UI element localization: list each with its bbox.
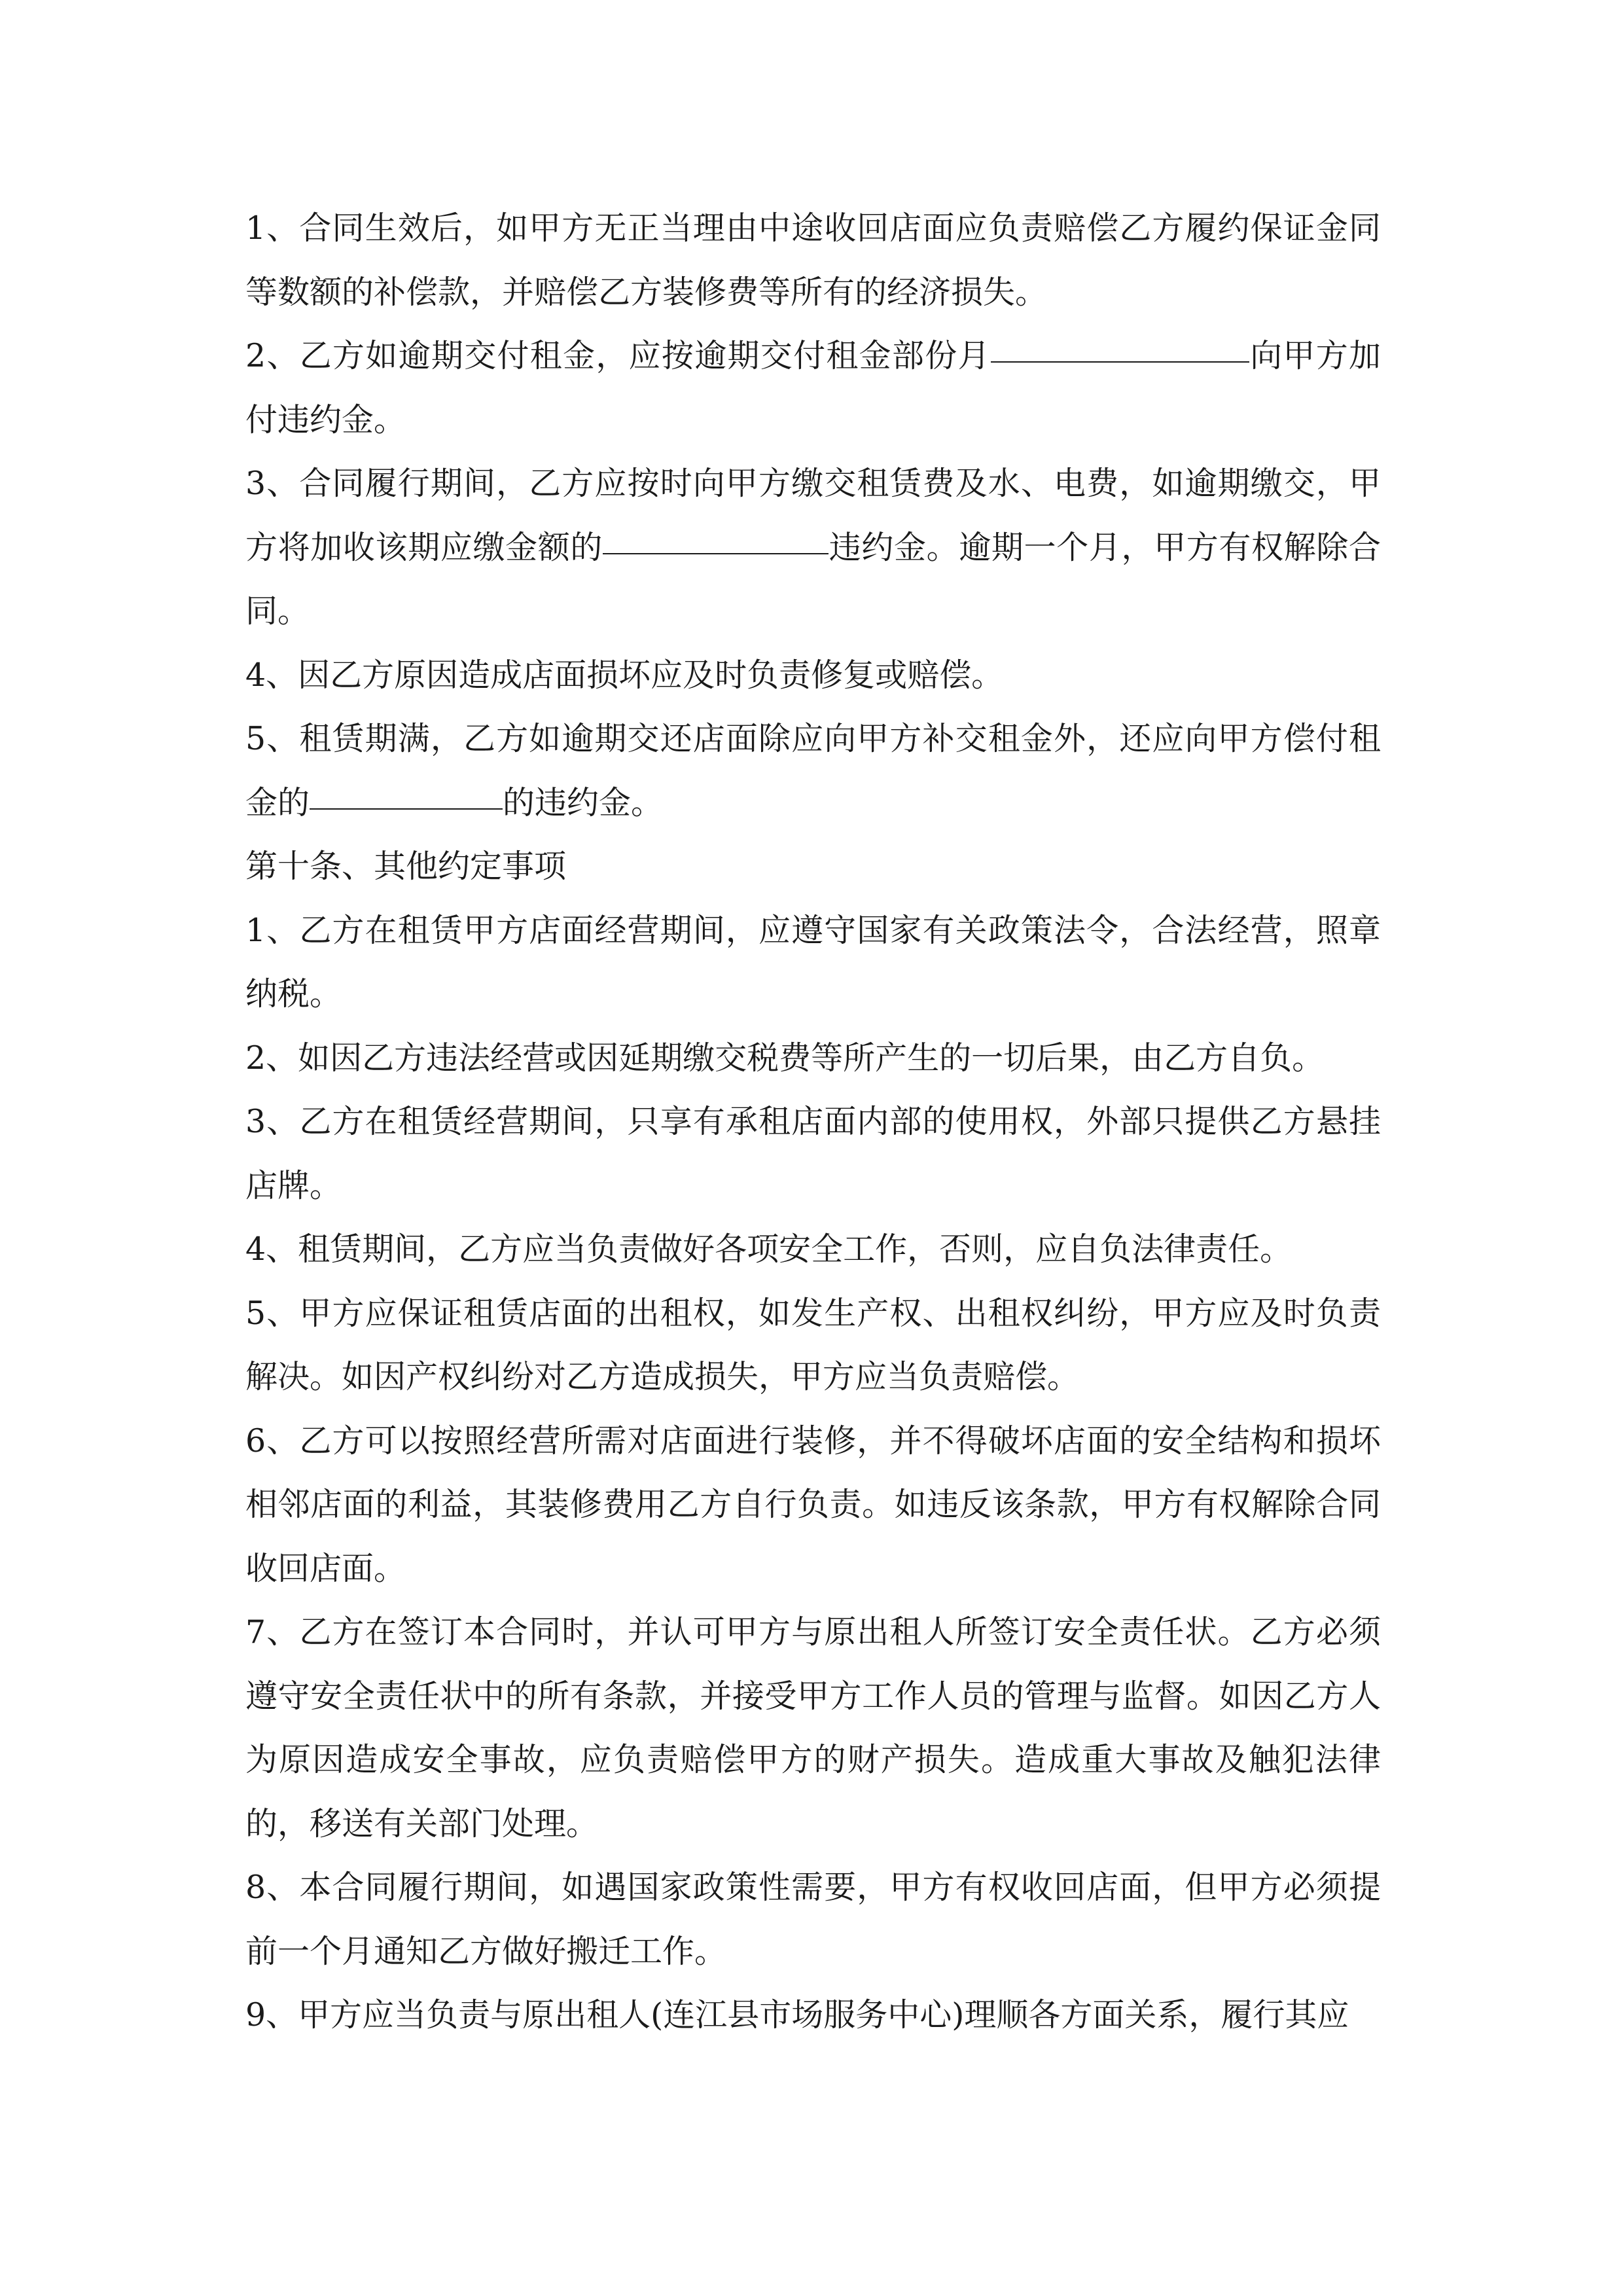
document-page	[245, 196, 1381, 2047]
clause-9-item-5-text: 5、租赁期满，乙方如逾期交还店面除应向甲方补交租金外，还应向甲方偿付租金的	[245, 720, 1381, 821]
fill-in-blank	[603, 519, 829, 554]
clause-10-item: 3、乙方在租赁经营期间，只享有承租店面内部的使用权，外部只提供乙方悬挂店牌。	[245, 1103, 1381, 1204]
clause-9-item-2-text: 2、乙方如逾期交付租金，应按逾期交付租金部份月	[245, 337, 991, 374]
clause-9-item-4: 4、因乙方原因造成店面损坏应及时负责修复或赔偿。	[245, 656, 1004, 694]
clause-9-item-3-text-end: 违约金。逾期一个月，甲方有权解除合同。	[245, 528, 1381, 630]
clause-10-item: 1、乙方在租赁甲方店面经营期间，应遵守国家有关政策法令，合法经营，照章纳税。	[245, 911, 1381, 1013]
clause-9-item-2-text-end: 向甲方加付违约金。	[245, 337, 1381, 439]
fill-in-blank	[310, 774, 503, 809]
clause-10-item: 5、甲方应保证租赁店面的出租权，如发生产权、出租权纠纷，甲方应及时负责解决。如因产权纠纷对乙方造成损失，甲方应当负责赔偿。	[245, 1294, 1381, 1395]
clause-9-item-3	[245, 452, 1381, 643]
clause-9-item-5-text-end: 的违约金。	[503, 783, 664, 821]
clause-10-item: 2、如因乙方违法经营或因延期缴交税费等所产生的一切后果，由乙方自负。	[245, 1039, 1325, 1077]
clause-10-item: 9、甲方应当负责与原出租人(连江县市场服务中心)理顺各方面关系，履行其应	[245, 1996, 1349, 2034]
clause-9-item-3-text: 3、合同履行期间，乙方应按时向甲方缴交租赁费及水、电费，如逾期缴交，甲方将加收该期应缴金额的	[245, 465, 1381, 566]
section-10-heading: 第十条、其他约定事项	[245, 848, 567, 885]
clause-9-item-5	[245, 707, 1381, 834]
clause-9-item-2	[245, 324, 1381, 452]
clause-10-item: 8、本合同履行期间，如遇国家政策性需要，甲方有权收回店面，但甲方必须提前一个月通知乙方做好搬迁工作。	[245, 1869, 1381, 1970]
fill-in-blank	[991, 328, 1249, 363]
clause-10-item: 7、乙方在签订本合同时，并认可甲方与原出租人所签订安全责任状。乙方必须遵守安全责任状中的所有条款，并接受甲方工作人员的管理与监督。如因乙方人为原因造成安全事故，应负责赔偿甲方的财产损失。造成重大事故及触犯法律的，移送有关部门处理。	[245, 1613, 1381, 1842]
clause-10-item: 4、租赁期间，乙方应当负责做好各项安全工作，否则，应自负法律责任。	[245, 1230, 1293, 1268]
clause-9-item-1: 1、合同生效后，如甲方无正当理由中途收回店面应负责赔偿乙方履约保证金同等数额的补偿款，并赔偿乙方装修费等所有的经济损失。	[245, 209, 1381, 311]
clause-10-item: 6、乙方可以按照经营所需对店面进行装修，并不得破坏店面的安全结构和损坏相邻店面的利益，其装修费用乙方自行负责。如违反该条款，甲方有权解除合同收回店面。	[245, 1422, 1381, 1587]
